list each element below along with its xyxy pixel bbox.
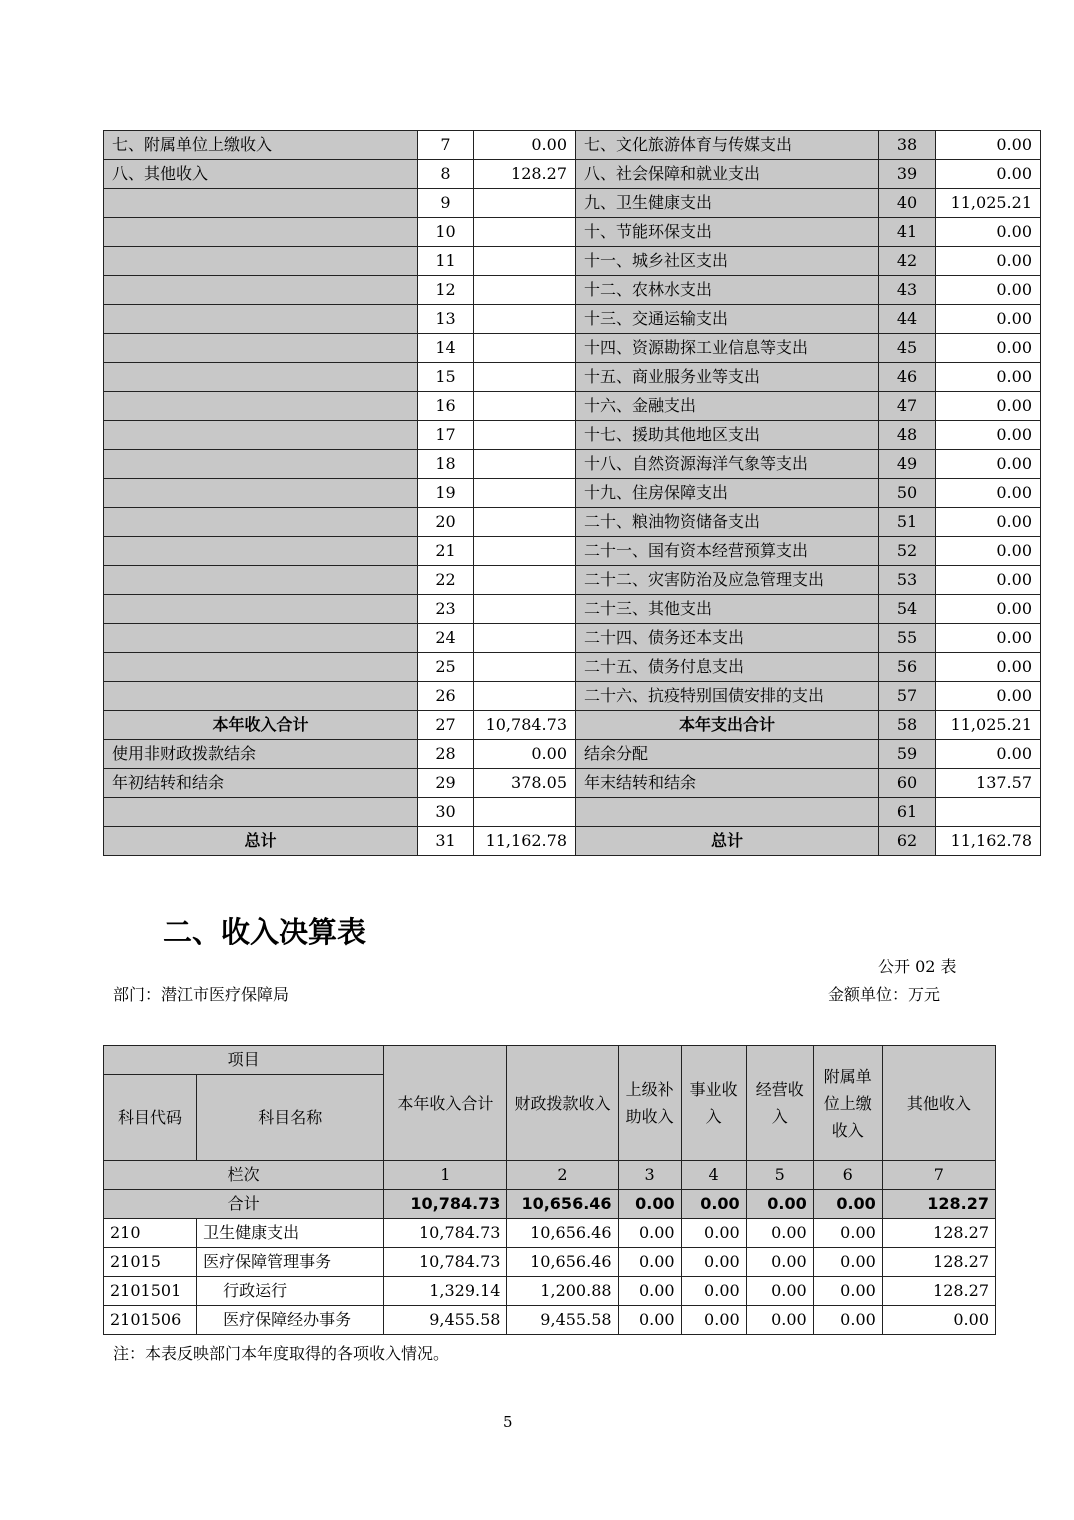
seq-number: 5	[746, 1161, 813, 1190]
expense-amount: 0.00	[936, 421, 1041, 450]
expense-amount: 0.00	[936, 682, 1041, 711]
income-line-no: 16	[418, 392, 474, 421]
income-line-no: 19	[418, 479, 474, 508]
income-value: 0.00	[681, 1306, 746, 1335]
table-row	[104, 1306, 996, 1335]
income-line-no: 14	[418, 334, 474, 363]
income-item	[104, 450, 418, 479]
income-amount	[474, 247, 576, 276]
expense-amount: 0.00	[936, 305, 1041, 334]
income-amount: 0.00	[474, 740, 576, 769]
table-row	[104, 1248, 996, 1277]
header-col-5: 经营收入	[746, 1046, 813, 1161]
expense-amount: 0.00	[936, 479, 1041, 508]
table-row	[104, 1277, 996, 1306]
expense-item: 二十一、国有资本经营预算支出	[576, 537, 879, 566]
income-item	[104, 392, 418, 421]
income-item	[104, 479, 418, 508]
total-value: 0.00	[681, 1190, 746, 1219]
expense-item	[576, 798, 879, 827]
income-amount	[474, 334, 576, 363]
expense-item: 十六、金融支出	[576, 392, 879, 421]
income-item	[104, 305, 418, 334]
expense-amount: 0.00	[936, 131, 1041, 160]
expense-amount: 0.00	[936, 363, 1041, 392]
income-amount	[474, 595, 576, 624]
income-item	[104, 537, 418, 566]
expense-item: 总计	[576, 827, 879, 856]
subject-code: 2101501	[104, 1277, 197, 1306]
income-value: 10,656.46	[507, 1219, 618, 1248]
income-line-no: 22	[418, 566, 474, 595]
expense-line-no: 48	[879, 421, 936, 450]
income-item	[104, 508, 418, 537]
income-amount	[474, 305, 576, 334]
expense-line-no: 60	[879, 769, 936, 798]
table-row	[104, 624, 1041, 653]
expense-line-no: 55	[879, 624, 936, 653]
section-title: 二、收入决算表	[163, 915, 367, 949]
total-value: 0.00	[618, 1190, 681, 1219]
income-value: 128.27	[882, 1219, 995, 1248]
expense-line-no: 54	[879, 595, 936, 624]
header-name: 科目名称	[197, 1075, 384, 1161]
table-row	[104, 1219, 996, 1248]
income-value: 0.00	[746, 1306, 813, 1335]
expense-line-no: 46	[879, 363, 936, 392]
income-amount	[474, 653, 576, 682]
table-row	[104, 160, 1041, 189]
income-item: 八、其他收入	[104, 160, 418, 189]
expense-amount: 0.00	[936, 624, 1041, 653]
income-value: 128.27	[882, 1248, 995, 1277]
income-value: 0.00	[882, 1306, 995, 1335]
income-item: 年初结转和结余	[104, 769, 418, 798]
expense-amount: 0.00	[936, 595, 1041, 624]
income-item	[104, 798, 418, 827]
income-value: 0.00	[746, 1219, 813, 1248]
expense-line-no: 41	[879, 218, 936, 247]
income-line-no: 21	[418, 537, 474, 566]
income-value: 1,200.88	[507, 1277, 618, 1306]
income-item	[104, 624, 418, 653]
expense-line-no: 61	[879, 798, 936, 827]
income-amount	[474, 508, 576, 537]
income-item	[104, 276, 418, 305]
expense-line-no: 59	[879, 740, 936, 769]
expense-item: 十二、农林水支出	[576, 276, 879, 305]
expense-line-no: 47	[879, 392, 936, 421]
income-line-no: 24	[418, 624, 474, 653]
income-item	[104, 421, 418, 450]
income-amount	[474, 624, 576, 653]
expense-item: 二十六、抗疫特别国债安排的支出	[576, 682, 879, 711]
subject-name: 医疗保障管理事务	[197, 1248, 384, 1277]
table-row	[104, 334, 1041, 363]
expense-line-no: 45	[879, 334, 936, 363]
income-value: 0.00	[681, 1248, 746, 1277]
income-line-no: 17	[418, 421, 474, 450]
amount-unit-label: 金额单位：万元	[828, 985, 941, 1004]
header-col-4: 事业收入	[681, 1046, 746, 1161]
table-number: 公开 02 表	[878, 957, 957, 976]
total-label: 合计	[104, 1190, 384, 1219]
income-item	[104, 566, 418, 595]
expense-item: 九、卫生健康支出	[576, 189, 879, 218]
income-amount: 378.05	[474, 769, 576, 798]
expense-line-no: 52	[879, 537, 936, 566]
income-item	[104, 363, 418, 392]
income-line-no: 25	[418, 653, 474, 682]
expense-amount: 0.00	[936, 740, 1041, 769]
expense-amount: 0.00	[936, 450, 1041, 479]
expense-amount: 0.00	[936, 537, 1041, 566]
seq-number: 7	[882, 1161, 995, 1190]
income-amount	[474, 189, 576, 218]
expense-amount: 0.00	[936, 160, 1041, 189]
table-row	[104, 479, 1041, 508]
total-value: 0.00	[746, 1190, 813, 1219]
income-line-no: 18	[418, 450, 474, 479]
expense-item: 十三、交通运输支出	[576, 305, 879, 334]
expense-line-no: 39	[879, 160, 936, 189]
income-value: 0.00	[813, 1219, 882, 1248]
expense-amount: 11,025.21	[936, 711, 1041, 740]
income-line-no: 11	[418, 247, 474, 276]
expense-line-no: 40	[879, 189, 936, 218]
table-note: 注：本表反映部门本年度取得的各项收入情况。	[113, 1344, 450, 1363]
income-expenditure-table	[103, 130, 1041, 856]
expense-item: 二十二、灾害防治及应急管理支出	[576, 566, 879, 595]
header-item: 项目	[104, 1046, 384, 1075]
table-row	[104, 131, 1041, 160]
expense-amount: 0.00	[936, 218, 1041, 247]
income-settlement-table	[103, 1045, 996, 1335]
income-amount: 10,784.73	[474, 711, 576, 740]
subject-code: 2101506	[104, 1306, 197, 1335]
table-row	[104, 276, 1041, 305]
expense-item: 七、文化旅游体育与传媒支出	[576, 131, 879, 160]
income-item	[104, 189, 418, 218]
income-line-no: 13	[418, 305, 474, 334]
income-value: 0.00	[813, 1248, 882, 1277]
expense-line-no: 57	[879, 682, 936, 711]
subject-name: 卫生健康支出	[197, 1219, 384, 1248]
table-row	[104, 218, 1041, 247]
income-value: 0.00	[618, 1277, 681, 1306]
table-row	[104, 363, 1041, 392]
expense-item: 二十四、债务还本支出	[576, 624, 879, 653]
expense-item: 二十三、其他支出	[576, 595, 879, 624]
income-value: 0.00	[681, 1277, 746, 1306]
income-line-no: 26	[418, 682, 474, 711]
expense-line-no: 58	[879, 711, 936, 740]
expense-line-no: 44	[879, 305, 936, 334]
expense-amount: 0.00	[936, 566, 1041, 595]
income-value: 0.00	[813, 1306, 882, 1335]
subject-code: 210	[104, 1219, 197, 1248]
subject-name: 行政运行	[197, 1277, 384, 1306]
seq-number: 3	[618, 1161, 681, 1190]
income-amount	[474, 479, 576, 508]
income-line-no: 15	[418, 363, 474, 392]
income-item	[104, 218, 418, 247]
income-line-no: 8	[418, 160, 474, 189]
expense-line-no: 51	[879, 508, 936, 537]
income-item	[104, 247, 418, 276]
income-amount: 0.00	[474, 131, 576, 160]
header-col-6: 附属单位上缴收入	[813, 1046, 882, 1161]
table-row	[104, 450, 1041, 479]
seq-number: 2	[507, 1161, 618, 1190]
table-row	[104, 827, 1041, 856]
income-line-no: 7	[418, 131, 474, 160]
income-value: 0.00	[618, 1219, 681, 1248]
expense-line-no: 50	[879, 479, 936, 508]
expense-line-no: 42	[879, 247, 936, 276]
table-row	[104, 508, 1041, 537]
table-row	[104, 537, 1041, 566]
subject-code: 21015	[104, 1248, 197, 1277]
income-item: 本年收入合计	[104, 711, 418, 740]
expense-line-no: 53	[879, 566, 936, 595]
income-value: 1,329.14	[384, 1277, 507, 1306]
income-item: 七、附属单位上缴收入	[104, 131, 418, 160]
income-line-no: 27	[418, 711, 474, 740]
income-amount	[474, 537, 576, 566]
expense-item: 十四、资源勘探工业信息等支出	[576, 334, 879, 363]
income-line-no: 10	[418, 218, 474, 247]
income-value: 10,784.73	[384, 1248, 507, 1277]
subject-name: 医疗保障经办事务	[197, 1306, 384, 1335]
income-amount	[474, 392, 576, 421]
table-row	[104, 769, 1041, 798]
expense-line-no: 62	[879, 827, 936, 856]
table-row	[104, 595, 1041, 624]
expense-amount: 137.57	[936, 769, 1041, 798]
income-item: 使用非财政拨款结余	[104, 740, 418, 769]
total-value: 10,784.73	[384, 1190, 507, 1219]
income-value: 10,784.73	[384, 1219, 507, 1248]
income-item	[104, 653, 418, 682]
seq-label: 栏次	[104, 1161, 384, 1190]
table-row	[104, 653, 1041, 682]
table-row	[104, 711, 1041, 740]
income-amount: 11,162.78	[474, 827, 576, 856]
expense-amount	[936, 798, 1041, 827]
header-col-1: 本年收入合计	[384, 1046, 507, 1161]
total-value: 0.00	[813, 1190, 882, 1219]
income-item: 总计	[104, 827, 418, 856]
income-value: 0.00	[746, 1248, 813, 1277]
income-item	[104, 595, 418, 624]
department-label: 部门：潜江市医疗保障局	[113, 985, 290, 1004]
expense-item: 本年支出合计	[576, 711, 879, 740]
seq-number: 4	[681, 1161, 746, 1190]
header-col-7: 其他收入	[882, 1046, 995, 1161]
expense-item: 结余分配	[576, 740, 879, 769]
table-row	[104, 392, 1041, 421]
income-item	[104, 334, 418, 363]
expense-item: 十、节能环保支出	[576, 218, 879, 247]
expense-amount: 0.00	[936, 247, 1041, 276]
income-value: 0.00	[681, 1219, 746, 1248]
income-line-no: 29	[418, 769, 474, 798]
income-amount	[474, 450, 576, 479]
header-col-2: 财政拨款收入	[507, 1046, 618, 1161]
income-amount	[474, 566, 576, 595]
total-value: 10,656.46	[507, 1190, 618, 1219]
income-line-no: 20	[418, 508, 474, 537]
table-row	[104, 305, 1041, 334]
income-value: 0.00	[618, 1306, 681, 1335]
income-value: 10,656.46	[507, 1248, 618, 1277]
header-code: 科目代码	[104, 1075, 197, 1161]
expense-amount: 11,025.21	[936, 189, 1041, 218]
expense-line-no: 49	[879, 450, 936, 479]
expense-item: 十九、住房保障支出	[576, 479, 879, 508]
expense-amount: 0.00	[936, 653, 1041, 682]
table-row	[104, 189, 1041, 218]
income-line-no: 12	[418, 276, 474, 305]
income-amount	[474, 421, 576, 450]
seq-number: 6	[813, 1161, 882, 1190]
income-line-no: 31	[418, 827, 474, 856]
income-value: 0.00	[618, 1248, 681, 1277]
expense-amount: 11,162.78	[936, 827, 1041, 856]
expense-item: 十五、商业服务业等支出	[576, 363, 879, 392]
income-amount	[474, 363, 576, 392]
expense-item: 十七、援助其他地区支出	[576, 421, 879, 450]
income-line-no: 30	[418, 798, 474, 827]
page-number: 5	[503, 1413, 513, 1431]
expense-amount: 0.00	[936, 276, 1041, 305]
expense-item: 二十、粮油物资储备支出	[576, 508, 879, 537]
income-amount	[474, 276, 576, 305]
income-amount	[474, 682, 576, 711]
expense-amount: 0.00	[936, 392, 1041, 421]
expense-item: 二十五、债务付息支出	[576, 653, 879, 682]
income-line-no: 28	[418, 740, 474, 769]
header-col-3: 上级补助收入	[618, 1046, 681, 1161]
expense-item: 十一、城乡社区支出	[576, 247, 879, 276]
table-row	[104, 421, 1041, 450]
expense-line-no: 38	[879, 131, 936, 160]
income-amount: 128.27	[474, 160, 576, 189]
income-value: 9,455.58	[384, 1306, 507, 1335]
table-row	[104, 566, 1041, 595]
expense-amount: 0.00	[936, 334, 1041, 363]
income-value: 0.00	[813, 1277, 882, 1306]
income-line-no: 9	[418, 189, 474, 218]
income-value: 0.00	[746, 1277, 813, 1306]
table-row	[104, 247, 1041, 276]
income-line-no: 23	[418, 595, 474, 624]
income-value: 9,455.58	[507, 1306, 618, 1335]
income-amount	[474, 218, 576, 247]
table-row	[104, 682, 1041, 711]
seq-number: 1	[384, 1161, 507, 1190]
income-value: 128.27	[882, 1277, 995, 1306]
expense-amount: 0.00	[936, 508, 1041, 537]
expense-line-no: 56	[879, 653, 936, 682]
expense-item: 年末结转和结余	[576, 769, 879, 798]
income-amount	[474, 798, 576, 827]
table-row	[104, 740, 1041, 769]
income-item	[104, 682, 418, 711]
total-value: 128.27	[882, 1190, 995, 1219]
expense-item: 八、社会保障和就业支出	[576, 160, 879, 189]
expense-item: 十八、自然资源海洋气象等支出	[576, 450, 879, 479]
table-row	[104, 798, 1041, 827]
expense-line-no: 43	[879, 276, 936, 305]
